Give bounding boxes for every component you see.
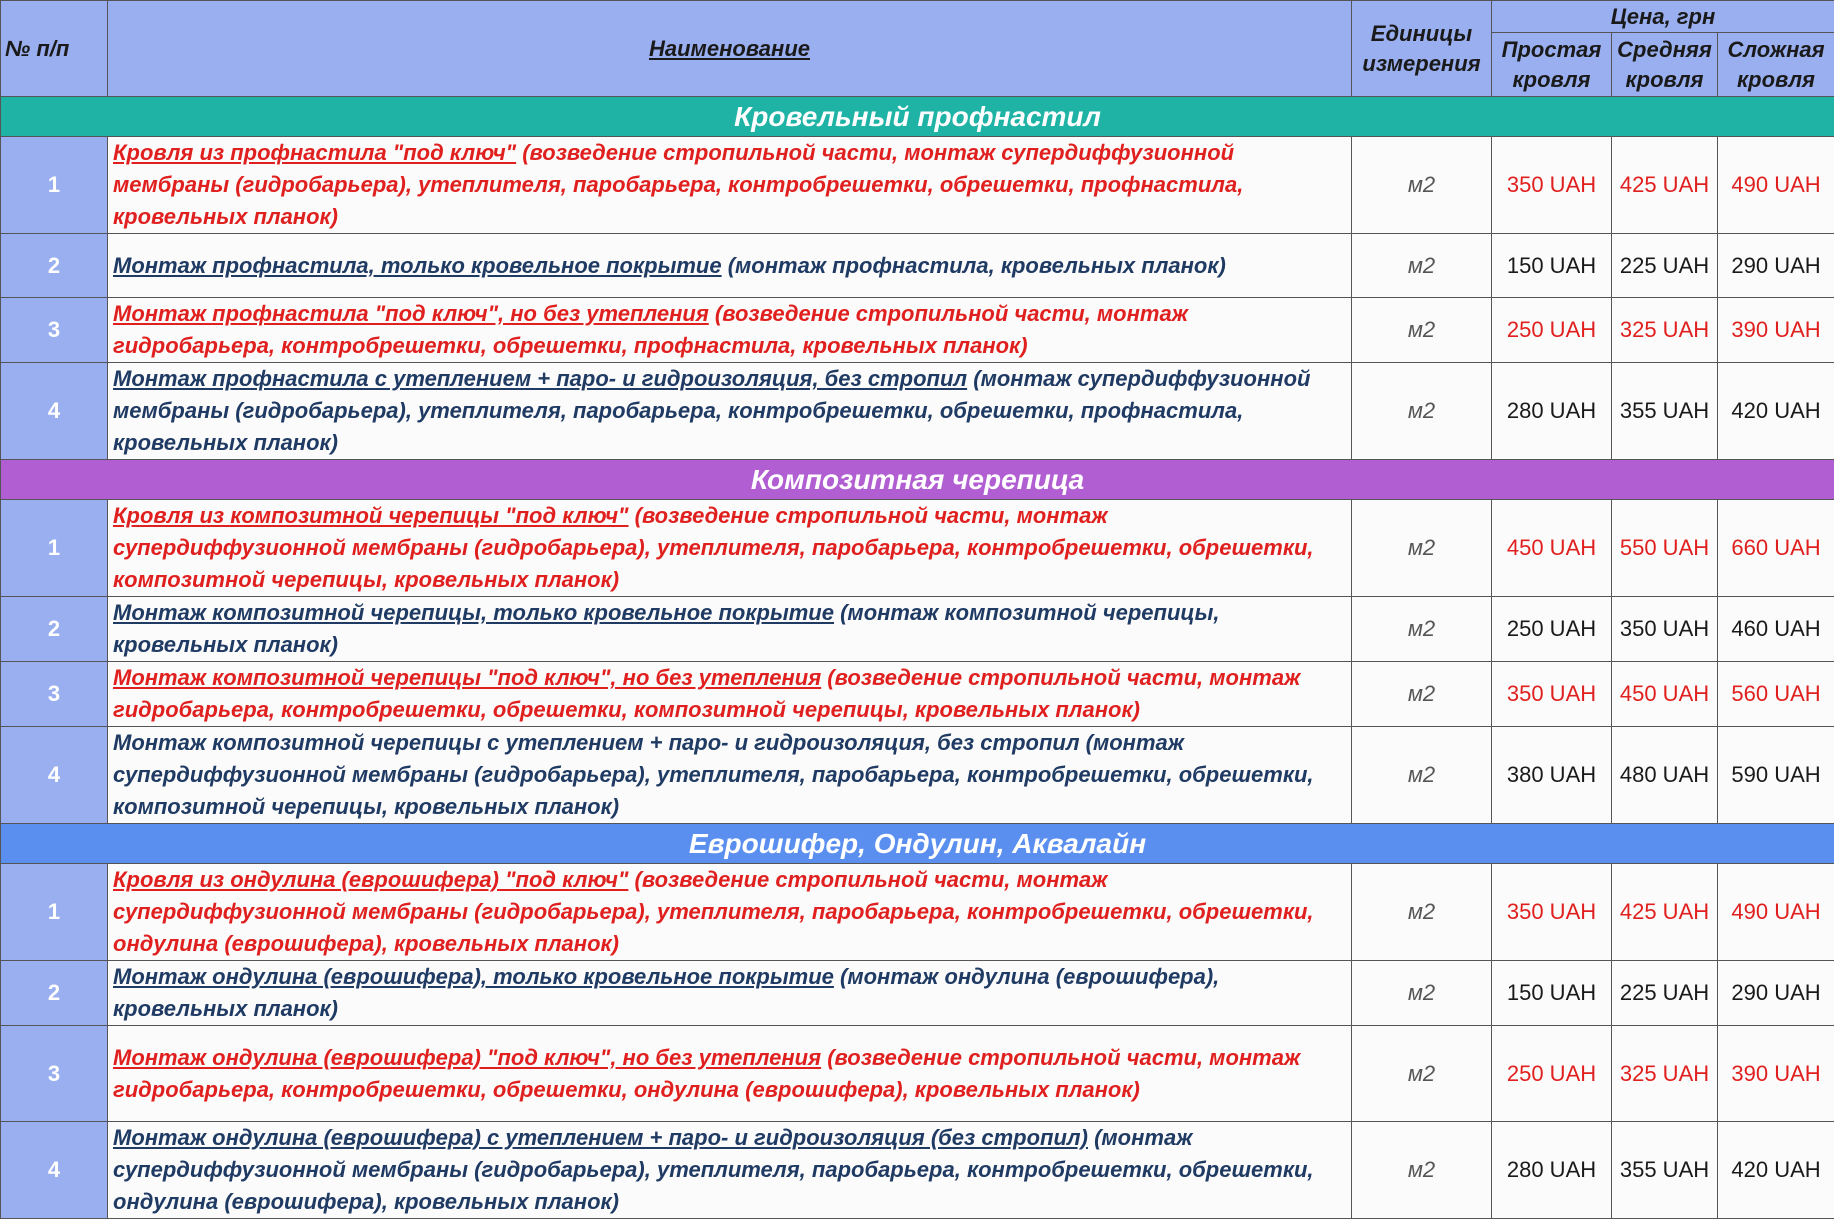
row-title: Монтаж композитной черепицы, только кровельное покрытие xyxy=(113,600,834,625)
row-title: Монтаж ондулина (еврошифера) "под ключ", но без утепления xyxy=(113,1044,822,1070)
row-number: 1 xyxy=(1,500,108,597)
section-row xyxy=(1,97,1834,137)
price-simple: 350 UAH xyxy=(1492,662,1612,727)
row-description xyxy=(108,500,1352,597)
row-details: (монтаж супердиффузионной мембраны (гидробарьера), утеплителя, паробарьера, контробрешетки, обрешетки, ондулина (еврошифера), кровельных планок) xyxy=(113,1125,1314,1214)
header-simple: Простая кровля xyxy=(1492,33,1612,97)
price-medium: 325 UAH xyxy=(1612,1026,1718,1122)
price-complex: 590 UAH xyxy=(1718,727,1834,824)
row-unit: м2 xyxy=(1352,500,1492,597)
header-row-1 xyxy=(1,1,1834,33)
price-medium: 225 UAH xyxy=(1612,961,1718,1026)
price-complex: 390 UAH xyxy=(1718,298,1834,363)
row-number: 4 xyxy=(1,1122,108,1219)
price-simple: 250 UAH xyxy=(1492,1026,1612,1122)
price-complex: 490 UAH xyxy=(1718,864,1834,961)
table-row xyxy=(1,961,1834,1026)
row-unit: м2 xyxy=(1352,234,1492,298)
row-number: 3 xyxy=(1,1026,108,1122)
row-number: 4 xyxy=(1,727,108,824)
row-description xyxy=(108,1026,1352,1122)
price-simple: 350 UAH xyxy=(1492,137,1612,234)
row-description xyxy=(108,864,1352,961)
header-price: Цена, грн xyxy=(1492,1,1834,33)
table-row xyxy=(1,662,1834,727)
price-complex: 560 UAH xyxy=(1718,662,1834,727)
row-number: 2 xyxy=(1,961,108,1026)
price-complex: 390 UAH xyxy=(1718,1026,1834,1122)
section-title: Композитная черепица xyxy=(1,460,1834,500)
row-number: 3 xyxy=(1,662,108,727)
row-unit: м2 xyxy=(1352,864,1492,961)
row-number: 3 xyxy=(1,298,108,363)
table-row xyxy=(1,597,1834,662)
row-number: 1 xyxy=(1,864,108,961)
table-row xyxy=(1,298,1834,363)
row-details: (монтаж композитной черепицы, кровельных планок) xyxy=(113,600,1220,657)
row-title: Монтаж профнастила "под ключ", но без утепления xyxy=(113,301,709,326)
row-description xyxy=(108,662,1352,727)
price-medium: 350 UAH xyxy=(1612,597,1718,662)
row-title: Монтаж профнастила, только кровельное покрытие xyxy=(113,252,722,278)
price-simple: 450 UAH xyxy=(1492,500,1612,597)
table-row xyxy=(1,1122,1834,1219)
row-unit: м2 xyxy=(1352,727,1492,824)
header-medium: Средняя кровля xyxy=(1612,33,1718,97)
table-row xyxy=(1,234,1834,298)
row-details: (монтаж профнастила, кровельных планок) xyxy=(721,252,1226,278)
row-details: (монтаж супердиффузионной мембраны (гидробарьера), утеплителя, паробарьера, контробрешетки, обрешетки, профнастила, кровельных планок) xyxy=(113,366,1311,455)
row-description xyxy=(108,961,1352,1026)
row-description xyxy=(108,363,1352,460)
row-unit: м2 xyxy=(1352,137,1492,234)
row-description xyxy=(108,234,1352,298)
header-complex: Сложная кровля xyxy=(1718,33,1834,97)
header-num: № п/п xyxy=(1,1,108,97)
price-medium: 480 UAH xyxy=(1612,727,1718,824)
price-simple: 380 UAH xyxy=(1492,727,1612,824)
price-complex: 660 UAH xyxy=(1718,500,1834,597)
price-simple: 280 UAH xyxy=(1492,363,1612,460)
price-complex: 290 UAH xyxy=(1718,961,1834,1026)
price-complex: 420 UAH xyxy=(1718,363,1834,460)
row-number: 2 xyxy=(1,234,108,298)
section-title: Еврошифер, Ондулин, Аквалайн xyxy=(1,824,1834,864)
row-title: Монтаж профнастила с утеплением + паро- и гидроизоляция, без стропил xyxy=(113,366,968,391)
row-unit: м2 xyxy=(1352,298,1492,363)
table-row xyxy=(1,727,1834,824)
section-row xyxy=(1,460,1834,500)
row-description xyxy=(108,137,1352,234)
price-simple: 150 UAH xyxy=(1492,234,1612,298)
row-title: Монтаж композитной черепицы "под ключ", но без утепления xyxy=(113,665,822,690)
price-medium: 225 UAH xyxy=(1612,234,1718,298)
row-details: Монтаж композитной черепицы с утеплением + паро- и гидроизоляция, без стропил (монтаж супердиффузионной мембраны (гидробарьера), утеплителя, паробарьера, контробрешетки, обрешетки, композитной черепицы, кровельных планок) xyxy=(113,730,1314,819)
price-medium: 355 UAH xyxy=(1612,1122,1718,1219)
price-medium: 450 UAH xyxy=(1612,662,1718,727)
price-complex: 290 UAH xyxy=(1718,234,1834,298)
row-unit: м2 xyxy=(1352,363,1492,460)
section-title: Кровельный профнастил xyxy=(1,97,1834,137)
row-title: Кровля из профнастила "под ключ" xyxy=(113,140,517,165)
row-description xyxy=(108,298,1352,363)
price-simple: 150 UAH xyxy=(1492,961,1612,1026)
price-medium: 425 UAH xyxy=(1612,137,1718,234)
row-unit: м2 xyxy=(1352,1026,1492,1122)
table-row xyxy=(1,864,1834,961)
table-row xyxy=(1,1026,1834,1122)
price-complex: 460 UAH xyxy=(1718,597,1834,662)
row-title: Монтаж ондулина (еврошифера) с утеплением + паро- и гидроизоляция (без стропил) xyxy=(113,1125,1088,1150)
price-simple: 250 UAH xyxy=(1492,597,1612,662)
price-simple: 280 UAH xyxy=(1492,1122,1612,1219)
row-details: (возведение стропильной части, монтаж гидробарьера, контробрешетки, обрешетки, профнастила, кровельных планок) xyxy=(113,301,1188,358)
price-simple: 350 UAH xyxy=(1492,864,1612,961)
row-unit: м2 xyxy=(1352,662,1492,727)
row-title: Монтаж ондулина (еврошифера), только кровельное покрытие xyxy=(113,964,834,989)
row-details: (возведение стропильной части, монтаж супердиффузионной мембраны (гидробарьера), утеплителя, паробарьера, контробрешетки, обрешетки, профнастила, кровельных планок) xyxy=(113,140,1244,229)
row-unit: м2 xyxy=(1352,597,1492,662)
row-details: (возведение стропильной части, монтаж гидробарьера, контробрешетки, обрешетки, композитной черепицы, кровельных планок) xyxy=(113,665,1301,722)
row-title: Кровля из ондулина (еврошифера) "под ключ" xyxy=(113,867,629,892)
price-medium: 325 UAH xyxy=(1612,298,1718,363)
row-description xyxy=(108,727,1352,824)
table-row xyxy=(1,500,1834,597)
row-unit: м2 xyxy=(1352,961,1492,1026)
row-details: (возведение стропильной части, монтаж супердиффузионной мембраны (гидробарьера), утеплителя, паробарьера, контробрешетки, обрешетки, ондулина (еврошифера), кровельных планок) xyxy=(113,867,1314,956)
price-medium: 425 UAH xyxy=(1612,864,1718,961)
row-title: Кровля из композитной черепицы "под ключ" xyxy=(113,503,629,528)
header-name xyxy=(108,1,1352,97)
row-details: (монтаж ондулина (еврошифера), кровельных планок) xyxy=(113,964,1220,1021)
price-complex: 490 UAH xyxy=(1718,137,1834,234)
row-number: 4 xyxy=(1,363,108,460)
row-number: 2 xyxy=(1,597,108,662)
section-row xyxy=(1,824,1834,864)
row-unit: м2 xyxy=(1352,1122,1492,1219)
row-details: (возведение стропильной части, монтаж гидробарьера, контробрешетки, обрешетки, ондулина (еврошифера), кровельных планок) xyxy=(113,1044,1301,1102)
row-details: (возведение стропильной части, монтаж супердиффузионной мембраны (гидробарьера), утеплителя, паробарьера, контробрешетки, обрешетки, композитной черепицы, кровельных планок) xyxy=(113,503,1314,592)
price-simple: 250 UAH xyxy=(1492,298,1612,363)
row-description xyxy=(108,597,1352,662)
row-number: 1 xyxy=(1,137,108,234)
row-description xyxy=(108,1122,1352,1219)
price-medium: 550 UAH xyxy=(1612,500,1718,597)
price-medium: 355 UAH xyxy=(1612,363,1718,460)
table-row xyxy=(1,137,1834,234)
header-unit: Единицы измерения xyxy=(1352,1,1492,97)
header-name-label: Наименование xyxy=(649,35,810,61)
price-complex: 420 UAH xyxy=(1718,1122,1834,1219)
table-row xyxy=(1,363,1834,460)
